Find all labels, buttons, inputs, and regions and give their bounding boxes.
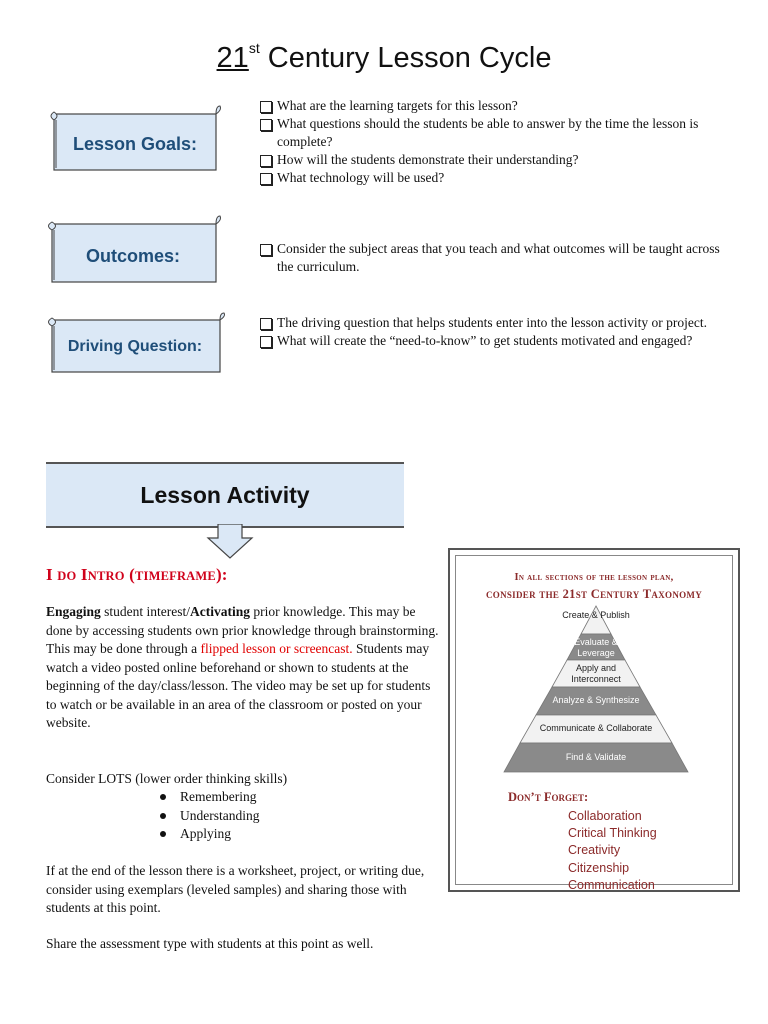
- list-item: Citizenship: [568, 860, 630, 875]
- list-item: Understanding: [160, 807, 259, 826]
- outcomes-label: Outcomes:: [85, 245, 181, 266]
- lesson-activity-label: Lesson Activity: [140, 481, 310, 508]
- lesson-goals-label: Lesson Goals:: [72, 133, 198, 154]
- list-item: What will create the “need-to-know” to get students motivated and engaged?: [260, 332, 730, 350]
- checkbox-icon: [260, 173, 272, 185]
- list-item: What are the learning targets for this lesson?: [260, 97, 720, 115]
- checkbox-icon: [260, 119, 272, 131]
- title-superscript: st: [248, 40, 260, 56]
- list-item: Remembering: [160, 788, 259, 807]
- pyramid-label: Create & Publish: [562, 610, 630, 620]
- lesson-goals-banner: [48, 104, 222, 172]
- list-item: What questions should the students be able to answer by the time the lesson is complete?: [260, 115, 720, 151]
- outcomes-checklist: [260, 240, 720, 276]
- checkbox-icon: [260, 336, 272, 348]
- driving-checklist: [260, 314, 730, 350]
- list-item: The driving question that helps students enter into the lesson activity or project.: [260, 314, 730, 332]
- intro-heading: I DO INTRO (TIMEFRAME):: [46, 565, 228, 584]
- pyramid-label: Evaluate & Leverage: [574, 637, 618, 658]
- bullet-icon: [160, 794, 166, 800]
- title-number: 21: [216, 42, 249, 74]
- flipped-lesson-link: flipped lesson or screencast.: [200, 641, 353, 656]
- lots-list: [160, 788, 259, 844]
- assessment-paragraph: Share the assessment type with students at this point as well.: [46, 936, 374, 951]
- title-text: Century Lesson Cycle: [267, 42, 552, 74]
- pyramid-label: Apply and Interconnect: [571, 663, 621, 684]
- list-item: Collaboration: [568, 809, 642, 823]
- bullet-icon: [160, 831, 166, 837]
- checkbox-icon: [260, 101, 272, 113]
- list-item: Creativity: [568, 843, 621, 858]
- checkbox-icon: [260, 318, 272, 330]
- checkbox-icon: [260, 244, 272, 256]
- bullet-icon: [160, 813, 166, 819]
- checkbox-icon: [260, 155, 272, 167]
- list-item: Critical Thinking: [568, 826, 657, 841]
- intro-paragraph: Engaging student interest/Activating prior knowledge. This may be done by accessing students own prior knowledge through brainstorming. This may be done through a flipped lesson or screencast. Students may watch a video posted online beforehand or shown to students at the beginning of the day/class/lesson. The video may be set up for students to watch or be available in an area of the classroom or posted on your website.: [46, 604, 439, 730]
- pyramid-label: Analyze & Synthesize: [552, 695, 640, 705]
- exemplars-paragraph: If at the end of the lesson there is a worksheet, project, or writing due, consider using exemplars (leveled samples) and sharing those with students at this point.: [46, 863, 425, 915]
- outcomes-banner: [44, 214, 222, 286]
- driving-question-label: Driving Question:: [67, 338, 203, 355]
- list-item: Communication: [568, 877, 655, 892]
- pyramid-label: Find & Validate: [565, 752, 627, 762]
- list-item: Consider the subject areas that you teach and what outcomes will be taught across the curriculum.: [260, 240, 720, 276]
- lots-paragraph: Consider LOTS (lower order thinking skills): [46, 771, 288, 786]
- pyramid-label: Communicate & Collaborate: [539, 723, 653, 733]
- page-title: [0, 40, 768, 75]
- taxonomy-heading: In all sections of the lesson plan, consider the 21st Century Taxonomy: [485, 572, 703, 601]
- dont-forget-list: [568, 808, 657, 894]
- list-item: What technology will be used?: [260, 169, 720, 187]
- down-arrow-icon: [206, 524, 254, 560]
- taxonomy-panel: [448, 548, 740, 892]
- list-item: Applying: [160, 825, 259, 844]
- goals-checklist: [260, 97, 720, 187]
- list-item: How will the students demonstrate their understanding?: [260, 151, 720, 169]
- driving-question-banner: [44, 312, 226, 374]
- lesson-activity-banner: [46, 462, 404, 528]
- dont-forget-heading: Don’t Forget:: [508, 790, 589, 804]
